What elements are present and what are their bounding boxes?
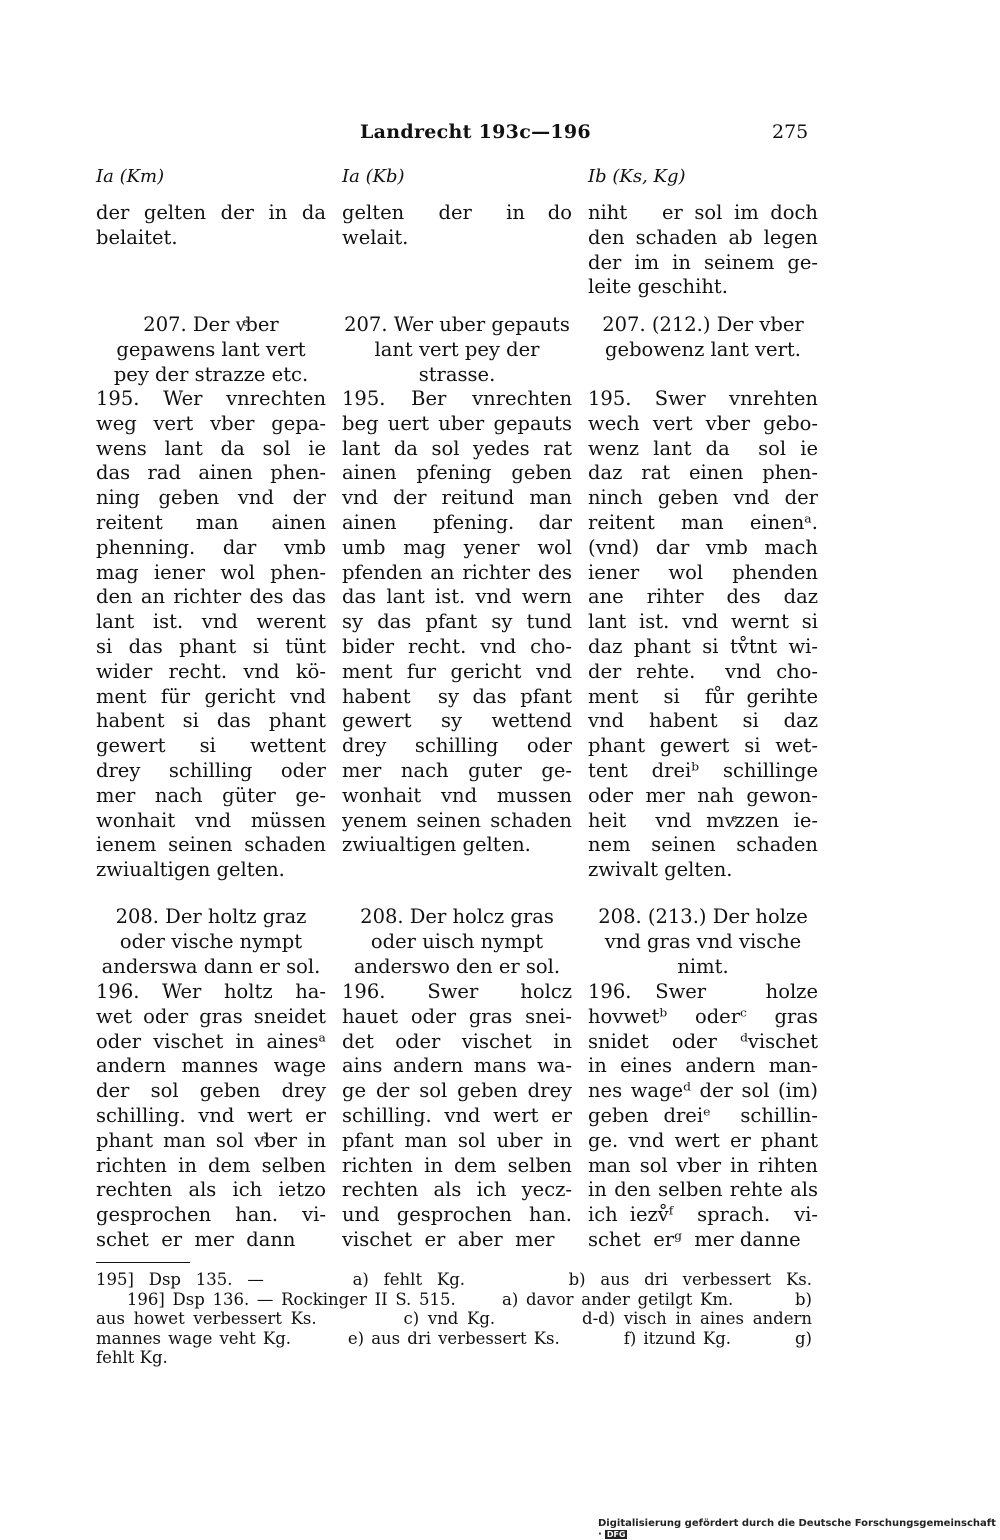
text-line: umb mag yener wol <box>342 535 572 559</box>
digitization-credit-text: Digitalisierung gefördert durch die Deutsche Forschungsgemeinschaft · <box>598 1518 996 1540</box>
text-line: lant ist. vnd wernt si <box>588 610 818 634</box>
text-line: reitent man einenᵃ. <box>588 510 818 534</box>
text-line: zwiualtigen gelten. <box>342 833 531 857</box>
text-line: tent dreiᵇ schillinge <box>588 758 818 782</box>
text-line: heit vnd mvͤzzen ie- <box>588 808 818 832</box>
text-line: 196. Swer holcz <box>342 980 572 1003</box>
text-line: oder vischet in ainesᵃ <box>96 1029 326 1053</box>
text-line: oder mer nah gewon- <box>588 783 818 807</box>
text-line: hovwetᵇ oderᶜ gras <box>588 1004 818 1028</box>
text-line: pfenden an richter des <box>342 560 572 584</box>
text-line: das lant ist. vnd wern <box>342 585 572 609</box>
text-line: vnd habent si daz <box>588 709 818 733</box>
text-line: ninch geben vnd der <box>588 486 818 510</box>
text-line: 208. Der holtz graz <box>115 905 307 928</box>
text-line: anderswa dann er sol. <box>101 954 321 978</box>
column-km-paragraph-195 <box>96 387 326 883</box>
text-line: rechten als ich ietzo <box>96 1178 326 1202</box>
text-line: der gelten der in da <box>96 201 326 224</box>
text-line: belaitet. <box>96 225 178 249</box>
column-ks-kg-top <box>588 201 818 300</box>
text-line: daz rat einen phen- <box>588 461 818 485</box>
text-line: 195. Wer vnrechten <box>96 387 326 410</box>
column-siglum-ks-kg: Ib (Ks, Kg) <box>588 166 686 187</box>
page-title: Landrecht 193c—196 <box>360 121 591 143</box>
text-line: zwiualtigen gelten. <box>96 858 285 882</box>
text-line: sy das pfant sy tund <box>342 610 572 634</box>
text-line: den schaden ab legen <box>588 225 818 249</box>
column-kb-top <box>342 201 572 251</box>
footnote-line: aus howet verbessert Ks. c) vnd Kg. d-d) visch in aines andern <box>96 1309 812 1328</box>
page-number: 275 <box>772 121 809 143</box>
text-line: daz phant si tv̊tnt wi- <box>588 634 818 658</box>
text-line: drey schilling oder <box>96 758 326 782</box>
column-kb-heading-207 <box>342 313 572 387</box>
column-km-paragraph-196 <box>96 980 326 1253</box>
text-line: zwivalt gelten. <box>588 858 733 882</box>
text-line: andern mannes wage <box>96 1054 326 1078</box>
text-line: nes wageᵈ der sol (im) <box>588 1079 818 1103</box>
column-siglum-km: Ia (Km) <box>96 166 165 187</box>
text-line: si das phant si tünt <box>96 634 326 658</box>
text-line: det oder vischet in <box>342 1029 572 1053</box>
text-line: wech vert vber gebo- <box>588 411 818 435</box>
text-line: der sol geben drey <box>96 1079 326 1103</box>
text-line: phenning. dar vmb <box>96 535 326 559</box>
text-line: reitent man ainen <box>96 510 326 534</box>
column-km-top <box>96 201 326 251</box>
text-line: ment für gericht vnd <box>96 684 326 708</box>
text-line: ning geben vnd der <box>96 486 326 510</box>
footnote-line: fehlt Kg. <box>96 1348 168 1367</box>
text-line: vnd gras vnd vische <box>604 929 802 953</box>
text-line: lant ist. vnd werent <box>96 610 326 634</box>
text-line: ainen pfening geben <box>342 461 572 485</box>
text-line: gewert sy wettend <box>342 709 572 733</box>
column-ks-kg-heading-208 <box>588 905 818 979</box>
text-line: phant gewert si wet- <box>588 734 818 758</box>
column-km-heading-208 <box>96 905 326 979</box>
text-line: yenem seinen schaden <box>342 808 572 832</box>
text-line: ane rihter des daz <box>588 585 818 609</box>
text-line: 207. (212.) Der vber <box>602 313 804 336</box>
column-siglum-kb: Ia (Kb) <box>342 166 405 187</box>
column-kb-paragraph-195 <box>342 387 572 858</box>
column-km-heading-207 <box>96 313 326 387</box>
text-line: vnd der reitund man <box>342 486 572 510</box>
text-line: richten in dem selben <box>342 1153 572 1177</box>
text-line: pfant man sol uber in <box>342 1128 572 1152</box>
text-line: ment fur gericht vnd <box>342 659 572 683</box>
text-line: 208. (213.) Der holze <box>598 905 808 928</box>
text-line: lant vert pey der <box>374 337 540 361</box>
text-line: bider recht. vnd cho- <box>342 634 572 658</box>
column-ks-kg-heading-207 <box>588 313 818 363</box>
text-line: oder uisch nympt <box>370 929 544 953</box>
text-line: mer nach guter ge- <box>342 758 572 782</box>
text-line: weg vert vber gepa- <box>96 411 326 435</box>
text-line: pey der strazze etc. <box>113 362 309 386</box>
text-line: gesprochen han. vi- <box>96 1203 326 1227</box>
text-line: 207. Der vͤber <box>143 313 279 336</box>
column-kb-heading-208 <box>342 905 572 979</box>
text-line: gewert si wettent <box>96 734 326 758</box>
text-line: in eines andern man- <box>588 1054 818 1078</box>
text-line: gebowenz lant vert. <box>605 337 801 361</box>
text-line: wonhait vnd mussen <box>342 783 572 807</box>
dfg-logo: DFG <box>606 1529 626 1539</box>
footnote-rule <box>96 1262 190 1263</box>
text-line: habent sy das pfant <box>342 684 572 708</box>
text-line: mag iener wol phen- <box>96 560 326 584</box>
text-line: phant man sol vͤber in <box>96 1128 326 1152</box>
text-line: drey schilling oder <box>342 734 572 758</box>
column-ks-kg-paragraph-195 <box>588 387 818 883</box>
text-line: wet oder gras sneidet <box>96 1004 326 1028</box>
text-line: rechten als ich yecz- <box>342 1178 572 1202</box>
text-line: schet er mer dann <box>96 1227 296 1251</box>
text-line: der im in seinem ge- <box>588 250 818 274</box>
text-line: schilling. vnd wert er <box>342 1103 572 1127</box>
text-line: schilling. vnd wert er <box>96 1103 326 1127</box>
text-line: ge der sol geben drey <box>342 1079 572 1103</box>
text-line: schet erᵍ mer danne <box>588 1227 801 1251</box>
column-kb-paragraph-196 <box>342 980 572 1253</box>
text-line: wonhait vnd müssen <box>96 808 326 832</box>
text-line: das rad ainen phen- <box>96 461 326 485</box>
text-line: oder vische nympt <box>119 929 303 953</box>
text-line: nimt. <box>677 954 729 978</box>
text-line: leite geschiht. <box>588 275 728 299</box>
text-line: habent si das phant <box>96 709 326 733</box>
text-line: anderswo den er sol. <box>353 954 561 978</box>
text-line: ge. vnd wert er phant <box>588 1128 818 1152</box>
text-line: 208. Der holcz gras <box>360 905 554 928</box>
text-line: nem seinen schaden <box>588 833 818 857</box>
text-line: ich iezv̊ᶠ sprach. vi- <box>588 1203 818 1227</box>
footnote-line: 195] Dsp 135. — a) fehlt Kg. b) aus dri verbessert Ks. <box>96 1270 812 1289</box>
text-line: richten in dem selben <box>96 1153 326 1177</box>
text-line: 195. Swer vnrehten <box>588 387 818 410</box>
text-line: mer nach güter ge- <box>96 783 326 807</box>
text-line: vischet er aber mer <box>342 1227 555 1251</box>
text-line: 207. Wer uber gepauts <box>344 313 570 336</box>
text-line: beg uert uber gepauts <box>342 411 572 435</box>
text-line: 195. Ber vnrechten <box>342 387 572 410</box>
text-line: (vnd) dar vmb mach <box>588 535 818 559</box>
text-line: lant da sol yedes rat <box>342 436 572 460</box>
text-line: ment si fůr gerihte <box>588 684 818 708</box>
text-line: geben dreiᵉ schillin- <box>588 1103 818 1127</box>
text-line: man sol vber in rihten <box>588 1153 818 1177</box>
footnote-line: mannes wage veht Kg. e) aus dri verbessert Ks. f) itzund Kg. g) <box>96 1328 812 1348</box>
text-line: und gesprochen han. <box>342 1203 572 1227</box>
text-line: 196. Wer holtz ha- <box>96 980 326 1003</box>
footnotes <box>96 1270 812 1368</box>
text-line: gelten der in do <box>342 201 572 224</box>
text-line: der rehte. vnd cho- <box>588 659 818 683</box>
text-line: iener wol phenden <box>588 560 818 584</box>
text-line: 196. Swer holze <box>588 980 818 1003</box>
text-line: ains andern mans wa- <box>342 1054 572 1078</box>
text-line: wenz lant da sol ie <box>588 436 818 460</box>
text-line: wens lant da sol ie <box>96 436 326 460</box>
text-line: in den selben rehte als <box>588 1178 818 1202</box>
text-line: hauet oder gras snei- <box>342 1004 572 1028</box>
text-line: wider recht. vnd kö- <box>96 659 326 683</box>
text-line: welait. <box>342 225 409 249</box>
text-line: strasse. <box>418 362 496 386</box>
text-line: den an richter des das <box>96 585 326 609</box>
text-line: snidet oder ᵈvischet <box>588 1029 818 1053</box>
text-line: ienem seinen schaden <box>96 833 326 857</box>
footnote-line: 196] Dsp 136. — Rockinger II S. 515. a) davor ander getilgt Km. b) <box>96 1289 812 1309</box>
text-line: gepawens lant vert <box>116 337 306 361</box>
column-ks-kg-paragraph-196 <box>588 980 818 1253</box>
text-line: niht er sol im doch <box>588 201 818 224</box>
text-line: ainen pfening. dar <box>342 510 572 534</box>
